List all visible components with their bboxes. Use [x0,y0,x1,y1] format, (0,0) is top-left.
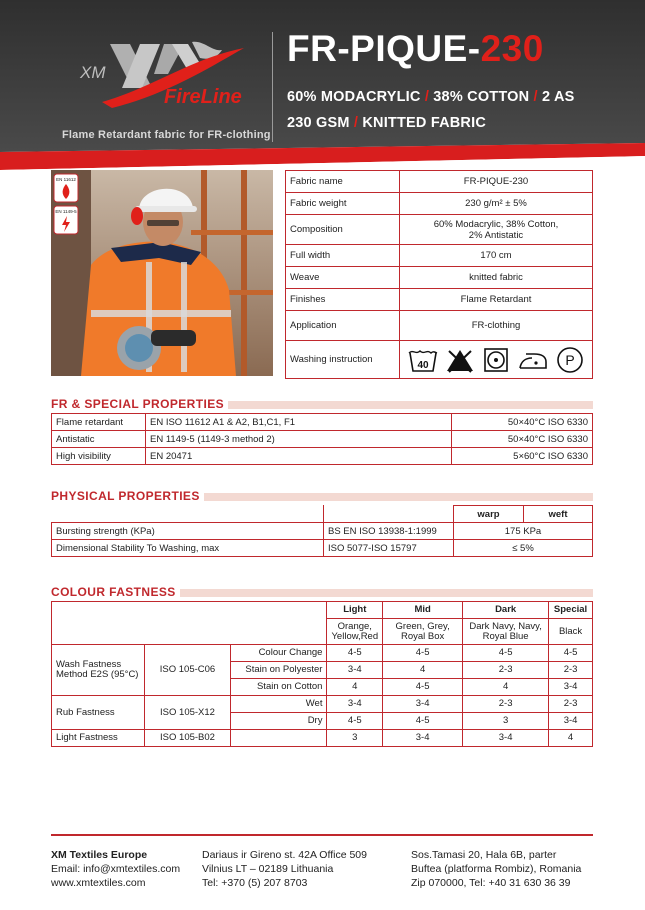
product-photo [51,170,273,376]
spec-value: FR-PIQUE-230 [400,171,593,193]
spec-key: Finishes [286,289,400,311]
cell-dark: 4 [463,679,549,696]
badge-en11612-text: EN 11612 [56,177,76,182]
cell-mid: 4-5 [383,645,463,662]
col-weft: weft [524,506,593,523]
spec-row-fabric-name [286,171,593,193]
cell-mid: 3-4 [383,696,463,713]
rub-standard: ISO 105-X12 [145,696,231,730]
property-standard: BS EN ISO 13938-1:1999 [324,523,454,540]
property-name: Bursting strength (KPa) [52,523,324,540]
spec-value: 230 g/m² ± 5% [400,193,593,215]
table-row [52,448,593,465]
badge-en1149-text: EN 1149-5 [55,209,77,214]
property-value: ≤ 5% [454,540,593,557]
title-number: 230 [480,28,544,69]
subheader-special: Black [549,619,593,645]
washing-icons [404,346,588,374]
property-standard: EN ISO 11612 A1 & A2, B1,C1, F1 [146,414,452,431]
composition-line-1: 60% Modacrylic, 38% Cotton, [433,218,559,230]
spec-row-finishes [286,289,593,311]
worker-illustration [51,170,273,376]
tumble-dry-icon [483,347,509,373]
cell-dark: 2-3 [463,696,549,713]
company-email: Email: info@xmtextiles.com [51,863,181,875]
colour-fastness-table [51,601,593,747]
subtitle-composition-2: 38% COTTON [433,89,530,105]
xm-fireline-logo [72,30,262,110]
wash-name-line-2: Method E2S (95°C) [56,669,139,680]
section-title: PHYSICAL PROPERTIES [51,489,204,503]
spec-key: Application [286,311,400,341]
subheader-line: Royal Box [400,630,445,642]
composition-line-2: 2% Antistatic [468,229,524,241]
logo-xm-text: XM [80,63,106,82]
table-row [52,431,593,448]
spec-key: Fabric name [286,171,400,193]
spec-row-weave [286,267,593,289]
table-row [52,414,593,431]
washing-icons-cell [400,341,593,379]
cell-dark: 4-5 [463,645,549,662]
cell-light: 4-5 [327,713,383,730]
table-row [52,540,593,557]
property-test: 50×40°C ISO 6330 [452,431,593,448]
subheader-dark [463,619,549,645]
rub-fastness-label: Rub Fastness [52,696,145,730]
subtitle-weave: KNITTED FABRIC [362,115,486,131]
section-physical [51,490,593,503]
property-value: 175 KPa [454,523,593,540]
subheader-mid [383,619,463,645]
subtitle-line-2 [287,115,486,131]
cell-dark: 3 [463,713,549,730]
spec-row-fabric-weight [286,193,593,215]
empty-cell [231,730,327,747]
cell-special: 3-4 [549,679,593,696]
product-title [287,28,544,70]
cell-mid: 4 [383,662,463,679]
cell-light: 4 [327,679,383,696]
col-special: Special [549,602,593,619]
cell-special: 4-5 [549,645,593,662]
fr-properties-table [51,413,593,465]
cell-mid: 4-5 [383,713,463,730]
subtitle-weight: 230 GSM [287,115,350,131]
spec-value: 170 cm [400,245,593,267]
wash-temp-text: 40 [417,359,429,371]
spec-row-application [286,311,593,341]
wash-fastness-label [52,645,145,696]
footer-company [51,848,180,890]
spec-key: Weave [286,267,400,289]
spec-value: Flame Retardant [400,289,593,311]
cell-mid: 4-5 [383,679,463,696]
empty-cell [52,602,327,645]
property-name: Antistatic [52,431,146,448]
col-dark: Dark [463,602,549,619]
footer-lithuania-address [202,848,367,890]
wash-40-icon [408,347,438,373]
spec-value [400,215,593,245]
subtitle-composition-3: 2 AS [542,89,575,105]
spec-key: Washing instruction [286,341,400,379]
subtitle-line-1 [287,89,575,105]
spec-key: Fabric weight [286,193,400,215]
tagline: Flame Retardant fabric for FR-clothing [62,129,271,141]
cell-dark: 3-4 [463,730,549,747]
property-standard: EN 1149-5 (1149-3 method 2) [146,431,452,448]
wash-name-line-1: Wash Fastness [56,659,122,671]
property-standard: ISO 5077-ISO 15797 [324,540,454,557]
property-standard: EN 20471 [146,448,452,465]
col-light: Light [327,602,383,619]
subtitle-composition-1: 60% MODACRYLIC [287,89,421,105]
iron-low-icon [517,347,549,373]
section-fr-special [51,398,593,411]
footer-romania-address [411,848,581,890]
footer-divider [51,834,593,836]
property-name: High visibility [52,448,146,465]
cell-light: 4-5 [327,645,383,662]
table-row [52,730,593,747]
page-header [0,0,645,170]
cell-light: 3-4 [327,696,383,713]
subheader-line: Dark Navy, Navy, [469,620,542,632]
light-fastness-label: Light Fastness [52,730,145,747]
subheader-line: Yellow,Red [331,630,379,642]
property-name: Dimensional Stability To Washing, max [52,540,324,557]
row-label: Stain on Polyester [231,662,327,679]
wash-standard: ISO 105-C06 [145,645,231,696]
spec-value: FR-clothing [400,311,593,341]
fabric-spec-table [285,170,593,379]
light-standard: ISO 105-B02 [145,730,231,747]
row-label: Dry [231,713,327,730]
subtitle-separator: / [353,115,359,131]
empty-cell [324,506,454,523]
cell-special: 2-3 [549,662,593,679]
company-website: www.xmtextiles.com [51,877,146,889]
address-phone: Tel: +370 (5) 207 8703 [202,877,308,889]
subtitle-separator: / [424,89,430,105]
logo-brand-text: FireLine [164,86,242,108]
subtitle-separator: / [533,89,538,105]
address-phone: Zip 070000, Tel: +40 31 630 36 39 [411,877,571,889]
cell-special: 3-4 [549,713,593,730]
property-test: 5×60°C ISO 6330 [452,448,593,465]
cell-special: 4 [549,730,593,747]
spec-row-washing [286,341,593,379]
spec-row-full-width [286,245,593,267]
spec-key: Composition [286,215,400,245]
title-main: FR-PIQUE- [287,28,481,69]
subheader-line: Orange, [337,620,372,632]
cell-special: 2-3 [549,696,593,713]
table-row [52,645,593,662]
cell-light: 3 [327,730,383,747]
property-name: Flame retardant [52,414,146,431]
subheader-line: Green, Grey, [395,620,450,632]
row-label: Colour Change [231,645,327,662]
dry-clean-letter: P [565,351,575,368]
section-title: COLOUR FASTNESS [51,585,180,599]
address-line: Vilnius LT – 02189 Lithuania [202,863,334,875]
cell-mid: 3-4 [383,730,463,747]
address-line: Dariaus ir Gireno st. 42A Office 509 [202,849,367,861]
spec-row-composition [286,215,593,245]
dry-clean-p-icon [556,346,584,374]
row-label: Stain on Cotton [231,679,327,696]
physical-properties-table [51,505,593,557]
row-label: Wet [231,696,327,713]
spec-value: knitted fabric [400,267,593,289]
table-row [52,523,593,540]
empty-cell [52,506,324,523]
table-header-row [52,602,593,619]
spec-key: Full width [286,245,400,267]
col-warp: warp [454,506,524,523]
section-title: FR & SPECIAL PROPERTIES [51,397,228,411]
address-line: Sos.Tamasi 20, Hala 6B, parter [411,849,557,861]
section-colour-fastness [51,586,593,599]
subheader-line: Royal Blue [482,630,529,642]
address-line: Buftea (platforma Rombiz), Romania [411,863,582,875]
cell-light: 3-4 [327,662,383,679]
no-bleach-icon [445,347,475,373]
header-divider [272,32,273,142]
property-test: 50×40°C ISO 6330 [452,414,593,431]
table-row [52,696,593,713]
col-mid: Mid [383,602,463,619]
subheader-light [327,619,383,645]
table-header-row [52,506,593,523]
cell-dark: 2-3 [463,662,549,679]
company-name: XM Textiles Europe [51,849,148,861]
